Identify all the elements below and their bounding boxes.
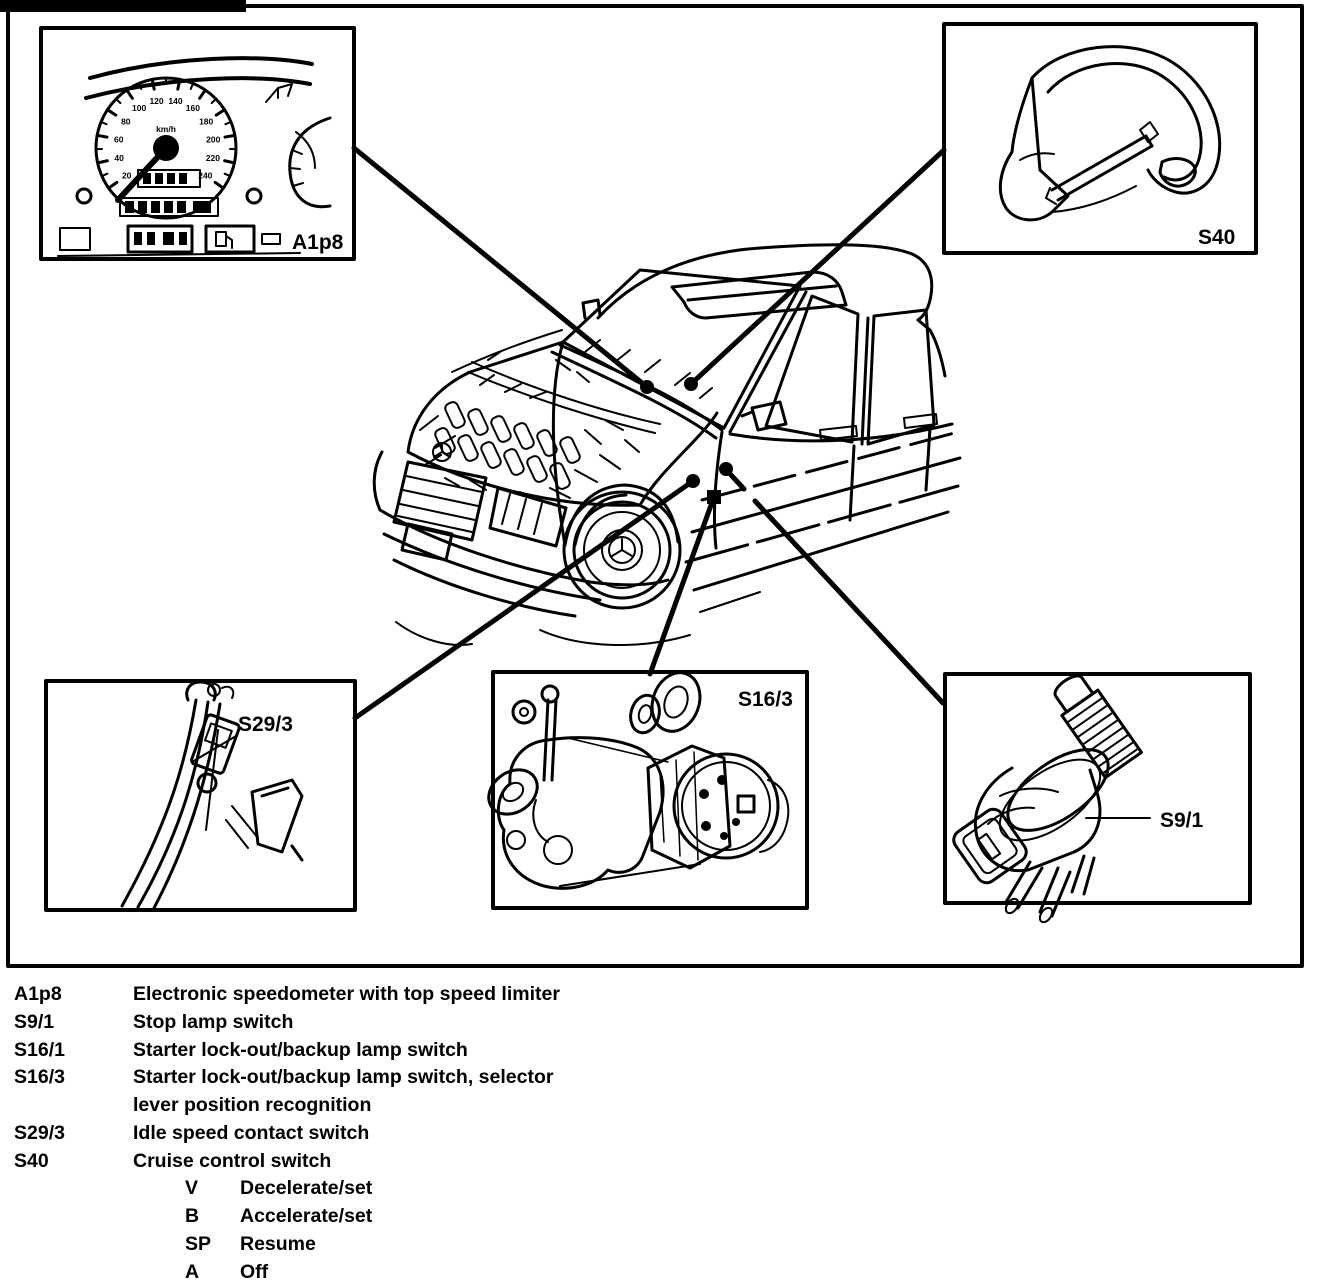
leader-line-s9-1	[731, 475, 943, 703]
speedometer-number: 240	[198, 170, 213, 181]
switch-tip	[1052, 672, 1093, 712]
legend-sub-key: V	[185, 1177, 199, 1200]
legend-sub-key: SP	[185, 1232, 212, 1255]
legend-sub-key: B	[185, 1205, 200, 1227]
stop-lamp-switch-inset	[945, 668, 1250, 924]
connector-key	[738, 796, 754, 812]
legend-row	[14, 1037, 1314, 1065]
legend-desc: Electronic speedometer with top speed limiter	[133, 983, 560, 1005]
speedometer-number: 200	[206, 134, 221, 145]
door-mirror	[742, 402, 786, 430]
legend-sub-row	[185, 1259, 1314, 1284]
bumper	[374, 452, 668, 616]
stop-lamp-switch-illustration	[950, 668, 1150, 924]
legend-key: S9/1	[14, 1010, 55, 1033]
legend-key: S29/3	[14, 1121, 65, 1144]
speedometer-number: 60	[114, 134, 124, 145]
speedometer-number: 140	[168, 95, 183, 106]
inset-label-a1p8: A1p8	[292, 231, 344, 254]
legend-desc-line1: Starter lock-out/backup lamp switch, selector	[133, 1066, 554, 1089]
legend-key: S16/3	[14, 1066, 65, 1089]
cluster-screw-right	[247, 189, 261, 203]
speedometer-number: 80	[121, 116, 131, 127]
legend-row	[14, 981, 1314, 1009]
speedometer-number: 120	[149, 95, 164, 106]
leader-line-s29-3	[355, 481, 693, 718]
front-wheel	[564, 485, 680, 608]
cruise-control-stalk	[1052, 136, 1152, 200]
legend-desc: Idle speed contact switch	[133, 1121, 370, 1144]
wheel-star	[612, 539, 632, 556]
pedal-bracket	[252, 780, 302, 860]
instrument-cluster-illustration	[58, 58, 330, 256]
instrument-cluster-inset	[41, 28, 354, 259]
inset-label-s40: S40	[1198, 226, 1236, 249]
legend-row	[14, 1009, 1314, 1037]
connector-shroud	[950, 805, 1030, 886]
legend-sub-desc: Accelerate/set	[240, 1205, 373, 1227]
legend	[14, 981, 1314, 1284]
legend-key: S40	[14, 1149, 49, 1172]
legend-desc: Cruise control switch	[133, 1149, 332, 1172]
legend-sub-desc: Decelerate/set	[240, 1177, 373, 1200]
speedometer-unit: km/h	[156, 124, 176, 134]
legend-desc: Stop lamp switch	[133, 1010, 294, 1033]
mounting-lug-left	[480, 761, 546, 824]
legend-sub-row	[185, 1175, 1314, 1203]
speedometer-number: 160	[185, 103, 200, 114]
legend-row	[14, 1064, 1314, 1120]
legend-sub-row	[185, 1203, 1314, 1231]
callout-dot-s9-1	[719, 462, 733, 476]
callout-dot-s29-3	[686, 474, 700, 488]
legend-desc	[133, 1064, 1314, 1120]
speedometer-number: 100	[132, 103, 147, 114]
connector-pins	[1006, 856, 1094, 916]
speedometer-number: 180	[199, 116, 214, 127]
speedometer-number: 40	[114, 153, 124, 164]
steering-wheel-illustration	[1000, 47, 1219, 220]
callout-dot-s40	[684, 377, 698, 391]
speedometer-number: 220	[205, 153, 220, 164]
legend-row	[14, 1148, 1314, 1176]
leader-line-s40	[691, 150, 944, 384]
speedometer-number: 20	[121, 170, 132, 181]
legend-desc: Starter lock-out/backup lamp switch	[133, 1038, 468, 1061]
cluster-screw-left	[77, 189, 91, 203]
idle-speed-switch-inset	[46, 681, 355, 910]
inset-label-s9-1: S9/1	[1160, 809, 1204, 832]
legend-sub-desc: Off	[240, 1260, 269, 1283]
fuel-pump-icon	[216, 232, 232, 248]
headlight	[490, 488, 566, 546]
inset-label-s29-3: S29/3	[238, 713, 293, 736]
legend-key: A1p8	[14, 983, 62, 1005]
leader-lines	[354, 148, 944, 718]
legend-sub-key: A	[185, 1260, 200, 1283]
legend-sub-row	[185, 1231, 1314, 1259]
legend-row	[14, 1120, 1314, 1148]
car-illustration	[374, 245, 960, 645]
selector-switch-inset	[480, 666, 807, 908]
inset-label-s16-3: S16/3	[738, 688, 793, 711]
legend-sub-desc: Resume	[240, 1232, 316, 1255]
cruise-control-switch-inset	[944, 24, 1256, 253]
turn-signal-arrow	[266, 84, 292, 102]
legend-key: S16/1	[14, 1038, 65, 1061]
indicator-box-left	[60, 228, 90, 250]
sunroof	[672, 272, 846, 318]
legend-desc-line2: lever position recognition	[133, 1094, 372, 1116]
